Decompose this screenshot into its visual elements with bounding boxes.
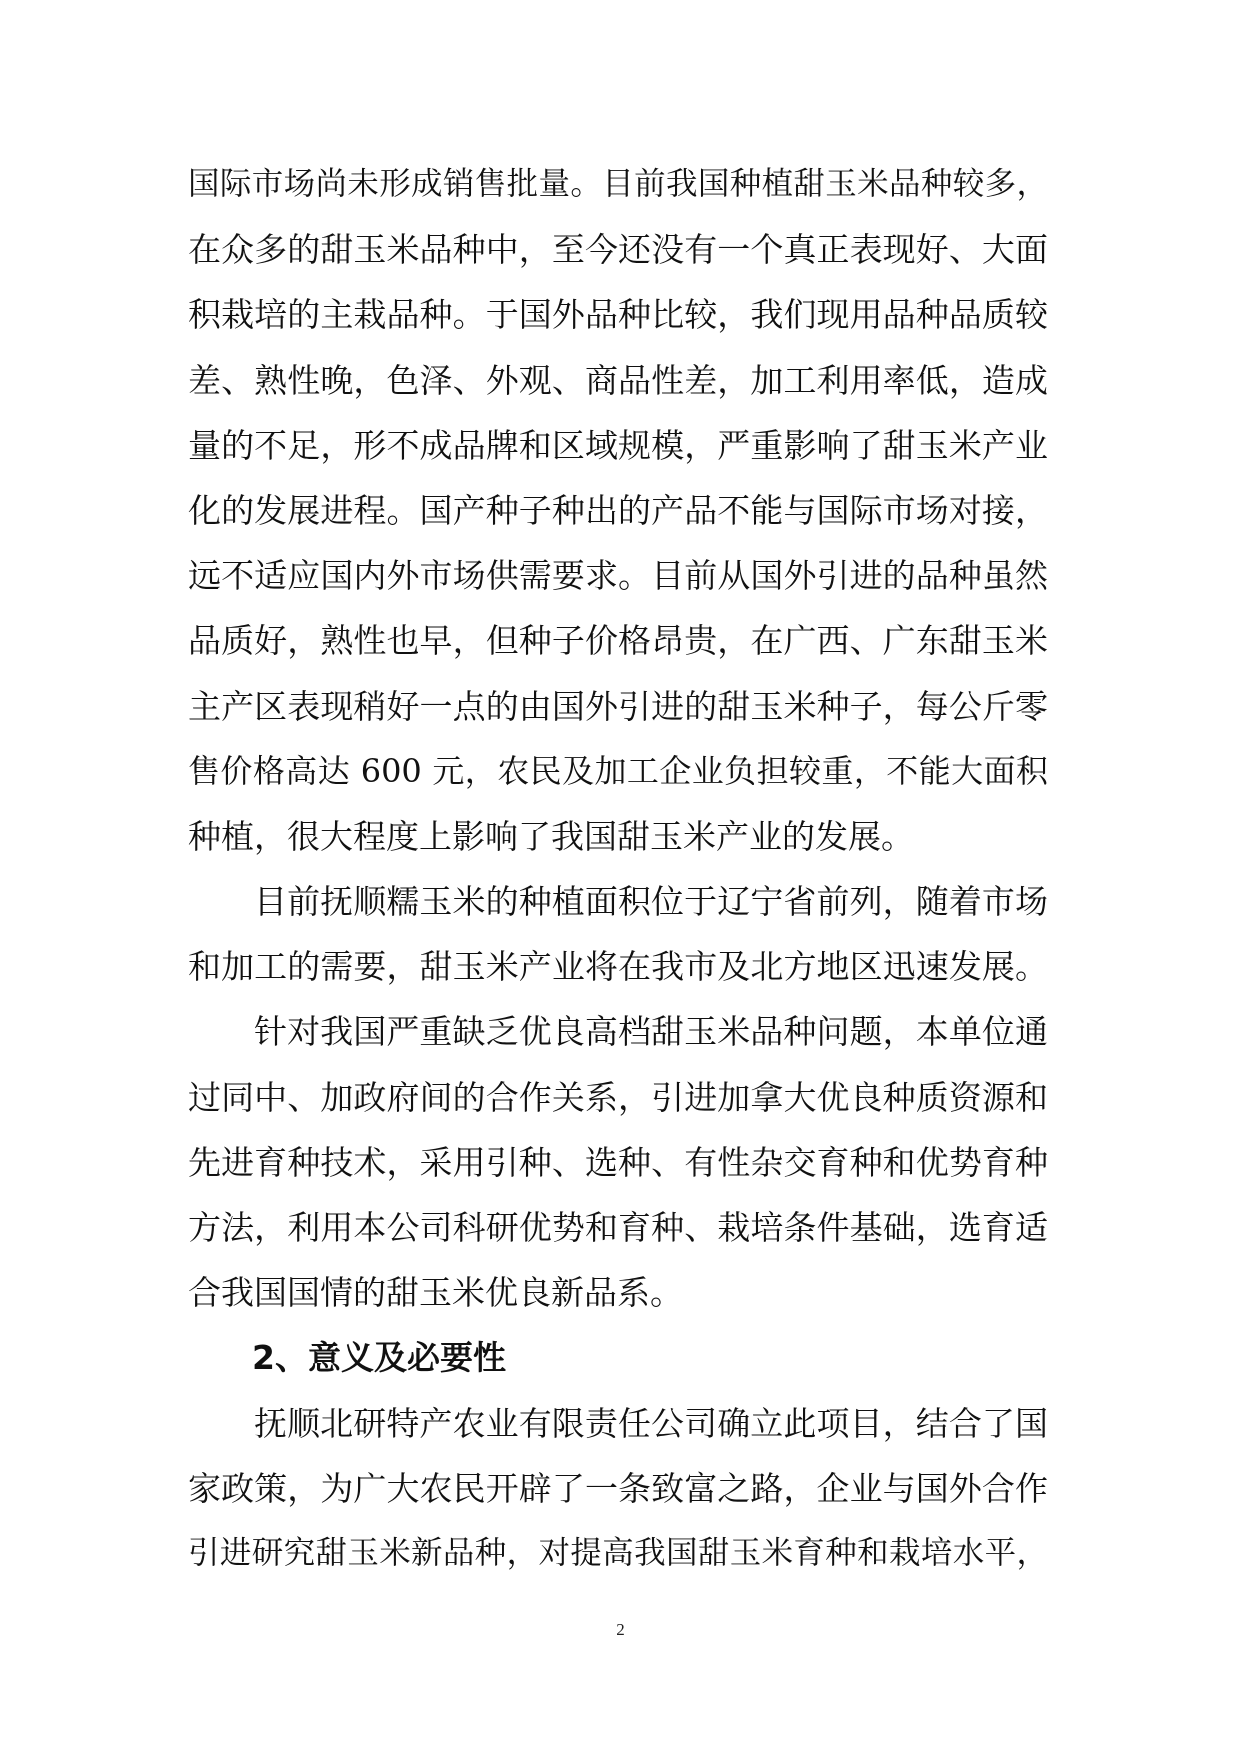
text-line: 方法，利用本公司科研优势和育种、栽培条件基础，选育适 — [188, 1208, 1048, 1247]
text-line: 先进育种技术，采用引种、选种、有性杂交育种和优势育种 — [188, 1142, 1048, 1182]
text-line: 售价格高达 600 元，农民及加工企业负担较重，不能大面积 — [188, 751, 1048, 790]
text-line: 种植，很大程度上影响了我国甜玉米产业的发展。 — [188, 816, 914, 856]
section-heading: 2、意义及必要性 — [252, 1338, 506, 1378]
text-line: 化的发展进程。国产种子种出的产品不能与国际市场对接， — [188, 490, 1048, 530]
text-line: 远不适应国内外市场供需要求。目前从国外引进的品种虽然 — [188, 556, 1048, 596]
text-line: 过同中、加政府间的合作关系，引进加拿大优良种质资源和 — [188, 1077, 1048, 1117]
text-line: 差、熟性晚，色泽、外观、商品性差，加工利用率低，造成 — [188, 360, 1048, 400]
text-line: 家政策，为广大农民开辟了一条致富之路，企业与国外合作 — [188, 1468, 1048, 1508]
text-line: 针对我国严重缺乏优良高档甜玉米品种问题，本单位通 — [254, 1012, 1048, 1052]
text-line: 积栽培的主栽品种。于国外品种比较，我们现用品种品质较 — [188, 295, 1048, 335]
body-text — [188, 152, 1048, 1586]
text-line: 量的不足，形不成品牌和区域规模，严重影响了甜玉米产业 — [188, 425, 1048, 465]
text-line: 和加工的需要，甜玉米产业将在我市及北方地区迅速发展。 — [188, 947, 1048, 987]
text-line: 在众多的甜玉米品种中，至今还没有一个真正表现好、大面 — [188, 230, 1048, 270]
text-line: 抚顺北研特产农业有限责任公司确立此项目，结合了国 — [254, 1403, 1048, 1443]
text-line: 目前抚顺糯玉米的种植面积位于辽宁省前列，随着市场 — [254, 882, 1048, 922]
text-line: 主产区表现稍好一点的由国外引进的甜玉米种子，每公斤零 — [188, 686, 1048, 726]
text-line: 品质好，熟性也早，但种子价格昂贵，在广西、广东甜玉米 — [188, 621, 1048, 661]
text-line: 合我国国情的甜玉米优良新品系。 — [188, 1273, 683, 1313]
text-line: 引进研究甜玉米新品种，对提高我国甜玉米育种和栽培水平， — [188, 1534, 1048, 1571]
page-number: 2 — [616, 1620, 625, 1639]
text-line: 国际市场尚未形成销售批量。目前我国种植甜玉米品种较多， — [188, 166, 1048, 202]
